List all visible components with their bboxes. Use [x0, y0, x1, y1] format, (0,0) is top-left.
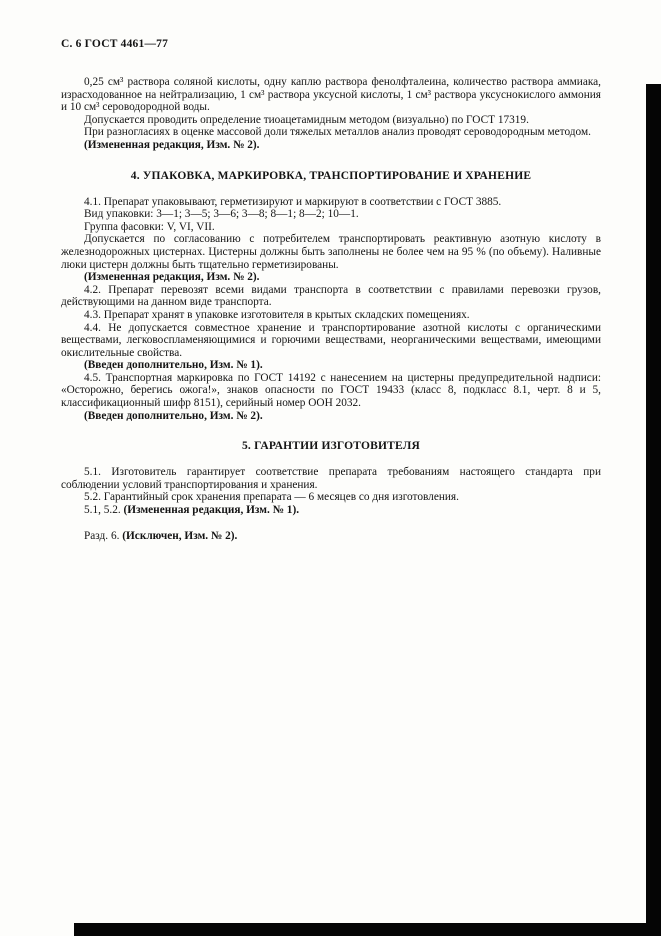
- paragraph-4-1b: Группа фасовки: V, VI, VII.: [84, 220, 215, 233]
- scan-artifact-right-bar: [646, 84, 661, 936]
- amendment-prefix: 5.1, 5.2.: [84, 504, 124, 517]
- amendment-bold-text: (Измененная редакция, Изм. № 1).: [123, 504, 300, 517]
- paragraph-5-2: 5.2. Гарантийный срок хранения препарата — 6 месяцев со дня изготовления.: [84, 491, 459, 504]
- page-header: С. 6 ГОСТ 4461—77: [61, 38, 169, 50]
- paragraph-4-3: 4.3. Препарат хранят в упаковке изготовителя в крытых складских помещениях.: [84, 308, 470, 321]
- paragraph-4-5: 4.5. Транспортная маркировка по ГОСТ 14192 с нанесением на цистерны предупредительной надписи: «Осторожно, берегись ожога!», знаков опасности по ГОСТ 19433 (класс 8, подкласс 8.1, черт. 8 и 5, классификационный шифр 8151), серийный номер ООН 2032.: [61, 371, 601, 410]
- paragraph-5-1: 5.1. Изготовитель гарантирует соответствие препарата требованиям настоящего стандарта при соблюдении условий транспортирования и хранения.: [61, 466, 601, 491]
- paragraph-4-4: 4.4. Не допускается совместное хранение и транспортирование азотной кислоты с органическими веществами, легковоспламеняющимися и горючими веществами, неорганическими веществами, имеющими окислительные свойства.: [61, 321, 601, 359]
- page-content: [61, 38, 601, 542]
- amendment-note-5: [61, 504, 601, 517]
- section5-heading: 5. ГАРАНТИИ ИЗГОТОВИТЕЛЯ: [241, 440, 421, 453]
- paragraph-4-1: 4.1. Препарат упаковывают, герметизируют и маркируют в соответствии с ГОСТ 3885.: [84, 195, 502, 208]
- paragraph-4-2: 4.2. Препарат перевозят всеми видами транспорта в соответствии с правилами перевозки грузов, действующими на данном виде транспорта.: [61, 283, 601, 309]
- section6-prefix: Разд. 6.: [84, 529, 123, 542]
- amendment-note: (Введен дополнительно, Изм. № 1).: [84, 359, 263, 372]
- section6-bold-text: (Исключен, Изм. № 2).: [122, 529, 238, 542]
- paragraph-intro-1: 0,25 см³ раствора соляной кислоты, одну каплю раствора фенолфталеина, количество раствора аммиака, израсходованное на нейтрализацию, 1 см³ раствора уксусной кислоты, 1 см³ раствора уксуснокислого аммония и 10 см³ сероводородной воды.: [61, 76, 601, 114]
- amendment-note: (Введен дополнительно, Изм. № 2).: [84, 409, 263, 422]
- amendment-note: (Измененная редакция, Изм. № 2).: [84, 138, 260, 151]
- paragraph-intro-2: Допускается проводить определение тиоацетамидным методом (визуально) по ГОСТ 17319.: [84, 113, 529, 126]
- paragraph-4-1c: Допускается по согласованию с потребителем транспортировать реактивную азотную кислоту в железнодорожных цистернах. Цистерны должны быть заполнены не более чем на 95 % (по объему). Наливные люки цистерн должны быть тщательно герметизированы.: [61, 233, 601, 271]
- paragraph-4-1a: Вид упаковки: 3—1; 3—5; 3—6; 3—8; 8—1; 8—2; 10—1.: [84, 208, 359, 221]
- scan-artifact-bottom-bar: [74, 923, 661, 936]
- section4-heading: 4. УПАКОВКА, МАРКИРОВКА, ТРАНСПОРТИРОВАНИЕ И ХРАНЕНИЕ: [130, 169, 532, 182]
- section6-exclusion-note: [61, 530, 601, 543]
- paragraph-intro-3: При разногласиях в оценке массовой доли тяжелых металлов анализ проводят сероводородным методом.: [84, 126, 591, 139]
- amendment-note: (Измененная редакция, Изм. № 2).: [84, 271, 260, 284]
